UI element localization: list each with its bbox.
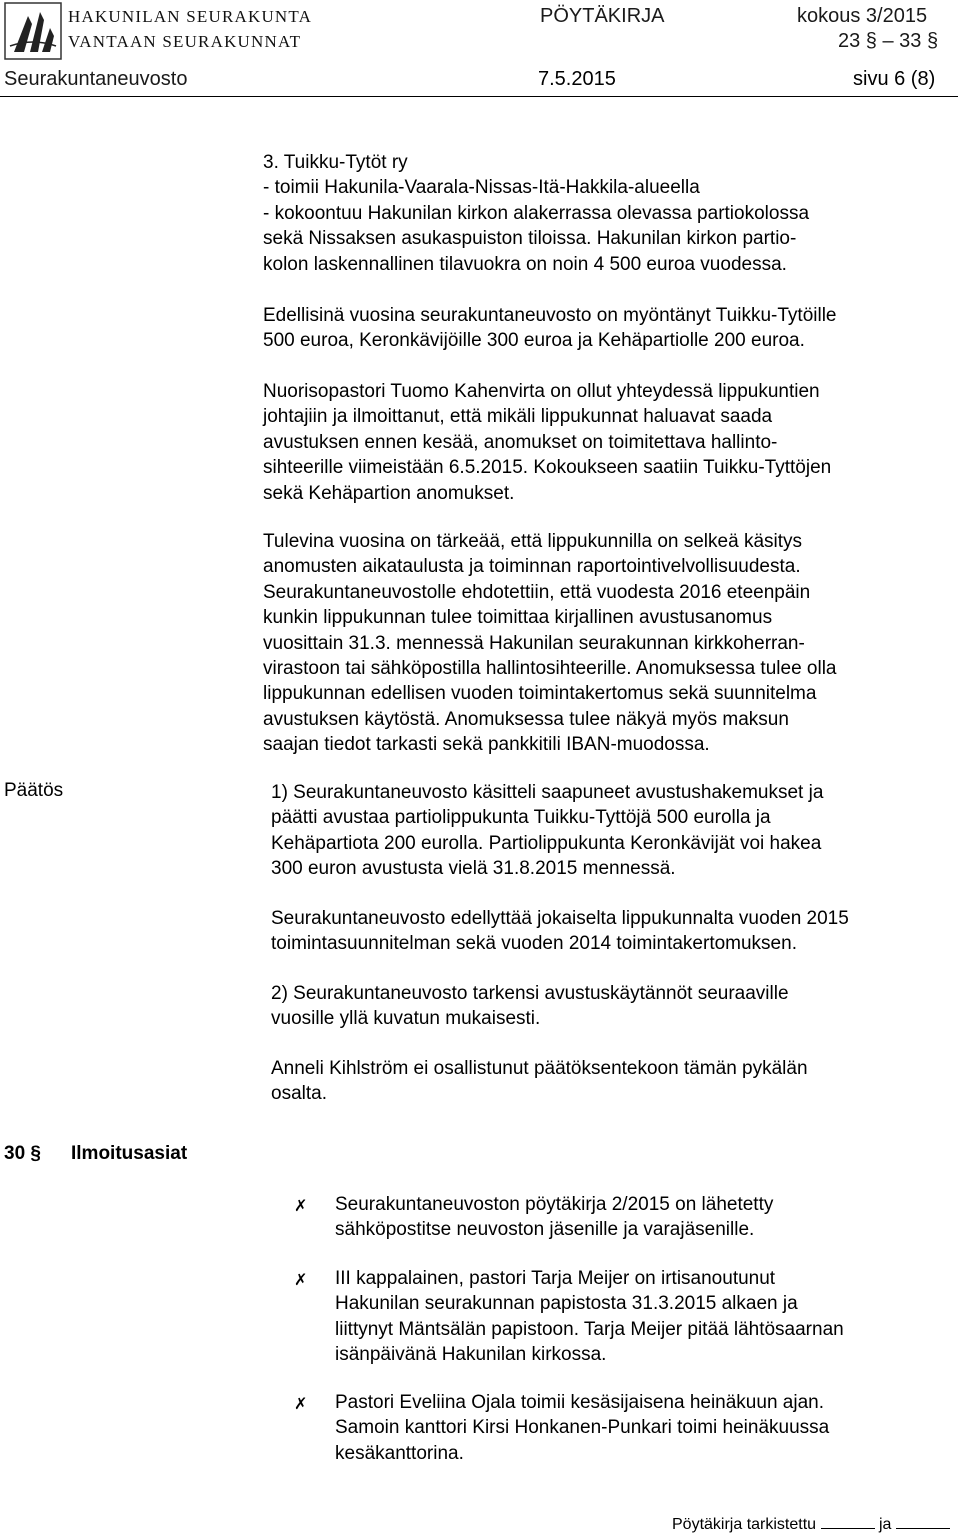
org-line1: HAKUNILAN SEURAKUNTA: [68, 7, 313, 26]
cross-bullet-icon: ✗: [294, 1272, 308, 1289]
text-line: virastoon tai sähköpostilla hallintosihteerille. Anomuksessa tulee olla: [263, 657, 837, 679]
text-line: 1) Seurakuntaneuvosto käsitteli saapuneet avustushakemukset ja: [271, 782, 824, 803]
text-line: Kehäpartiota 200 eurolla. Partiolippukunta Keronkävijät voi hakea: [271, 832, 822, 854]
meeting-number: kokous 3/2015: [797, 5, 928, 27]
text-line: Seurakuntaneuvostolle ehdotettiin, että vuodesta 2016 eteenpäin: [263, 581, 811, 603]
notice-item-2: [335, 1266, 844, 1368]
text-line: päätti avustaa partiolippukunta Tuikku-Tyttöjä 500 eurolla ja: [271, 807, 771, 829]
cross-bullet-icon: ✗: [294, 1198, 308, 1215]
decision-paragraph-1: [271, 780, 823, 882]
footer-conjunction: ja: [878, 1516, 892, 1533]
text-line: kesäkanttorina.: [335, 1442, 464, 1464]
decision-paragraph-2: [271, 906, 849, 957]
paragraph-future-process: [263, 529, 837, 758]
text-line: sekä Kehäpartion anomukset.: [263, 482, 515, 504]
text-line: anomusten aikataulusta ja toiminnan raportointivelvollisuudesta.: [263, 556, 801, 578]
page-number: sivu 6 (8): [853, 68, 936, 90]
text-line: johtajiin ja ilmoittanut, että mikäli lippukunnat haluavat saada: [263, 406, 773, 428]
decision-paragraph-3: [271, 981, 789, 1032]
text-line: sähköpostitse neuvoston jäsenille ja varajäsenille.: [335, 1219, 755, 1241]
text-line: lippukunnan edellisen vuoden toimintakertomus sekä suunnitelma: [263, 683, 817, 705]
organization-name: [68, 4, 312, 54]
text-line: 2) Seurakuntaneuvosto tarkensi avustuskäytännöt seuraaville: [271, 983, 789, 1004]
paragraph-tuikku: [263, 150, 809, 277]
text-line: sihteerille viimeistään 6.5.2015. Kokoukseen saatiin Tuikku-Tyttöjen: [263, 457, 832, 479]
section-title: Ilmoitusasiat: [71, 1143, 188, 1164]
section-number: 30 §: [4, 1143, 41, 1164]
notice-item-1: [335, 1192, 773, 1243]
text-line: osalta.: [271, 1083, 327, 1105]
signature-line: [821, 1514, 875, 1529]
text-line: vuosittain 31.3. mennessä Hakunilan seurakunnan kirkkoherran-: [263, 632, 805, 654]
section-range: 23 § – 33 §: [838, 30, 939, 52]
meeting-date: 7.5.2015: [538, 68, 616, 90]
text-line: kolon laskennallinen tilavuokra on noin 4 500 euroa vuodessa.: [263, 253, 787, 275]
church-logo: [4, 2, 62, 60]
text-line: avustuksen käytöstä. Anomuksessa tulee näkyä myös maksun: [263, 708, 789, 730]
text-line: 500 euroa, Keronkävijöille 300 euroa ja Kehäpartiolle 200 euroa.: [263, 330, 805, 352]
text-line: 3. Tuikku-Tytöt ry: [263, 152, 408, 173]
text-line: Anneli Kihlström ei osallistunut päätöksentekoon tämän pykälän: [271, 1058, 808, 1079]
signature-line: [896, 1514, 950, 1529]
footer-verification: [672, 1514, 950, 1534]
text-line: toimintasuunnitelman sekä vuoden 2014 toimintakertomuksen.: [271, 933, 797, 955]
text-line: isänpäivänä Hakunilan kirkossa.: [335, 1344, 607, 1366]
text-line: Hakunilan seurakunnan papistosta 31.3.2015 alkaen ja: [335, 1293, 798, 1315]
text-line: - toimii Hakunila-Vaarala-Nissas-Itä-Hakkila-alueella: [263, 177, 700, 199]
text-line: saajan tiedot tarkasti sekä pankkitili IBAN-muodossa.: [263, 734, 710, 756]
cross-bullet-icon: ✗: [294, 1396, 308, 1413]
governing-body: Seurakuntaneuvosto: [4, 68, 188, 90]
text-line: Nuorisopastori Tuomo Kahenvirta on ollut yhteydessä lippukuntien: [263, 381, 820, 402]
text-line: 300 euron avustusta vielä 31.8.2015 mennessä.: [271, 858, 676, 880]
text-line: kunkin lippukunnan tulee toimittaa kirjallinen avustusanomus: [263, 607, 773, 629]
text-line: Pastori Eveliina Ojala toimii kesäsijaisena heinäkuun ajan.: [335, 1392, 824, 1413]
paragraph-previous-grants: [263, 303, 837, 354]
text-line: sekä Nissaksen asukaspuiston tiloissa. Hakunilan kirkon partio-: [263, 228, 797, 250]
paragraph-youth-pastor: [263, 379, 831, 506]
text-line: III kappalainen, pastori Tarja Meijer on irtisanoutunut: [335, 1268, 776, 1289]
footer-label: Pöytäkirja tarkistettu: [672, 1516, 817, 1533]
header-rule: [0, 96, 958, 97]
decision-paragraph-4: [271, 1056, 808, 1107]
text-line: Seurakuntaneuvosto edellyttää jokaiselta lippukunnalta vuoden 2015: [271, 908, 849, 929]
text-line: Samoin kanttori Kirsi Honkanen-Punkari toimi heinäkuussa: [335, 1417, 830, 1439]
notice-item-3: [335, 1390, 829, 1466]
text-line: Edellisinä vuosina seurakuntaneuvosto on myöntänyt Tuikku-Tytöille: [263, 305, 837, 326]
text-line: avustuksen ennen kesää, anomukset on toimitettava hallinto-: [263, 431, 778, 453]
decision-label: Päätös: [4, 780, 64, 801]
org-line2: VANTAAN SEURAKUNNAT: [68, 32, 302, 51]
text-line: liittynyt Mäntsälän papistoon. Tarja Meijer pitää lähtösaarnan: [335, 1318, 844, 1340]
text-line: vuosille yllä kuvatun mukaisesti.: [271, 1008, 541, 1030]
text-line: Tulevina vuosina on tärkeää, että lippukunnilla on selkeä käsitys: [263, 531, 803, 552]
document-type: PÖYTÄKIRJA: [540, 5, 665, 27]
text-line: - kokoontuu Hakunilan kirkon alakerrassa olevassa partiokolossa: [263, 202, 810, 224]
text-line: Seurakuntaneuvoston pöytäkirja 2/2015 on lähetetty: [335, 1194, 774, 1215]
